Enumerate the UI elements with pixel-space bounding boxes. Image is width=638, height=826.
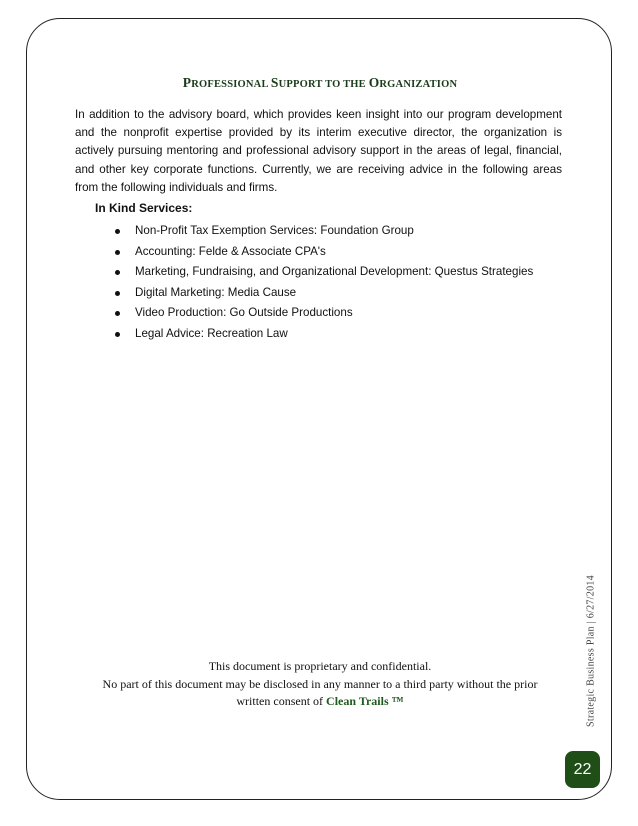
list-item-text: Digital Marketing: Media Cause bbox=[135, 285, 297, 299]
list-item bbox=[95, 263, 533, 284]
intro-paragraph: In addition to the advisory board, which provides keen insight into our program development and the nonprofit expertise provided by its interim executive director, the organization is actively pursuing mentoring and professional advisory support in the areas of legal, financial, and other key corporate functions. Currently, we are receiving advice in the following areas from the following individuals and firms. bbox=[75, 108, 562, 194]
services-list bbox=[95, 222, 533, 346]
list-item-text: Legal Advice: Recreation Law bbox=[135, 326, 288, 340]
list-item-text: Accounting: Felde & Associate CPA's bbox=[135, 244, 326, 258]
list-item bbox=[95, 284, 533, 305]
bullet-icon bbox=[115, 229, 120, 234]
side-document-label: Strategic Business Plan | 6/27/2014 bbox=[585, 575, 597, 727]
page-number-badge: 22 bbox=[565, 751, 600, 788]
bullet-icon bbox=[115, 311, 120, 316]
list-item-text: Video Production: Go Outside Productions bbox=[135, 306, 353, 320]
brand-name: Clean Trails ™ bbox=[326, 694, 404, 708]
footer-line-1: This document is proprietary and confidential. bbox=[208, 659, 432, 673]
services-heading: In Kind Services: bbox=[95, 201, 193, 215]
title-word-2: SUPPORT TO THE bbox=[270, 75, 369, 90]
bullet-icon bbox=[115, 332, 120, 337]
bullet-icon bbox=[115, 250, 120, 255]
list-item-text: Marketing, Fundraising, and Organizational Development: Questus Strategies bbox=[135, 265, 534, 279]
list-item-text: Non-Profit Tax Exemption Services: Foundation Group bbox=[135, 224, 414, 237]
list-item bbox=[95, 243, 533, 264]
list-item bbox=[95, 222, 533, 243]
footer-line-3 bbox=[70, 693, 570, 711]
title-word-1: PROFESSIONAL bbox=[182, 75, 271, 90]
list-item bbox=[95, 325, 533, 346]
title-word-3: ORGANIZATION bbox=[368, 75, 458, 90]
bullet-icon bbox=[115, 270, 120, 275]
confidentiality-footer bbox=[70, 658, 570, 711]
footer-consent-text: written consent of bbox=[236, 694, 324, 708]
bullet-icon bbox=[115, 291, 120, 296]
section-title bbox=[70, 75, 570, 91]
footer-line-2: No part of this document may be disclosed in any manner to a third party without the prior bbox=[102, 676, 538, 691]
list-item bbox=[95, 304, 533, 325]
